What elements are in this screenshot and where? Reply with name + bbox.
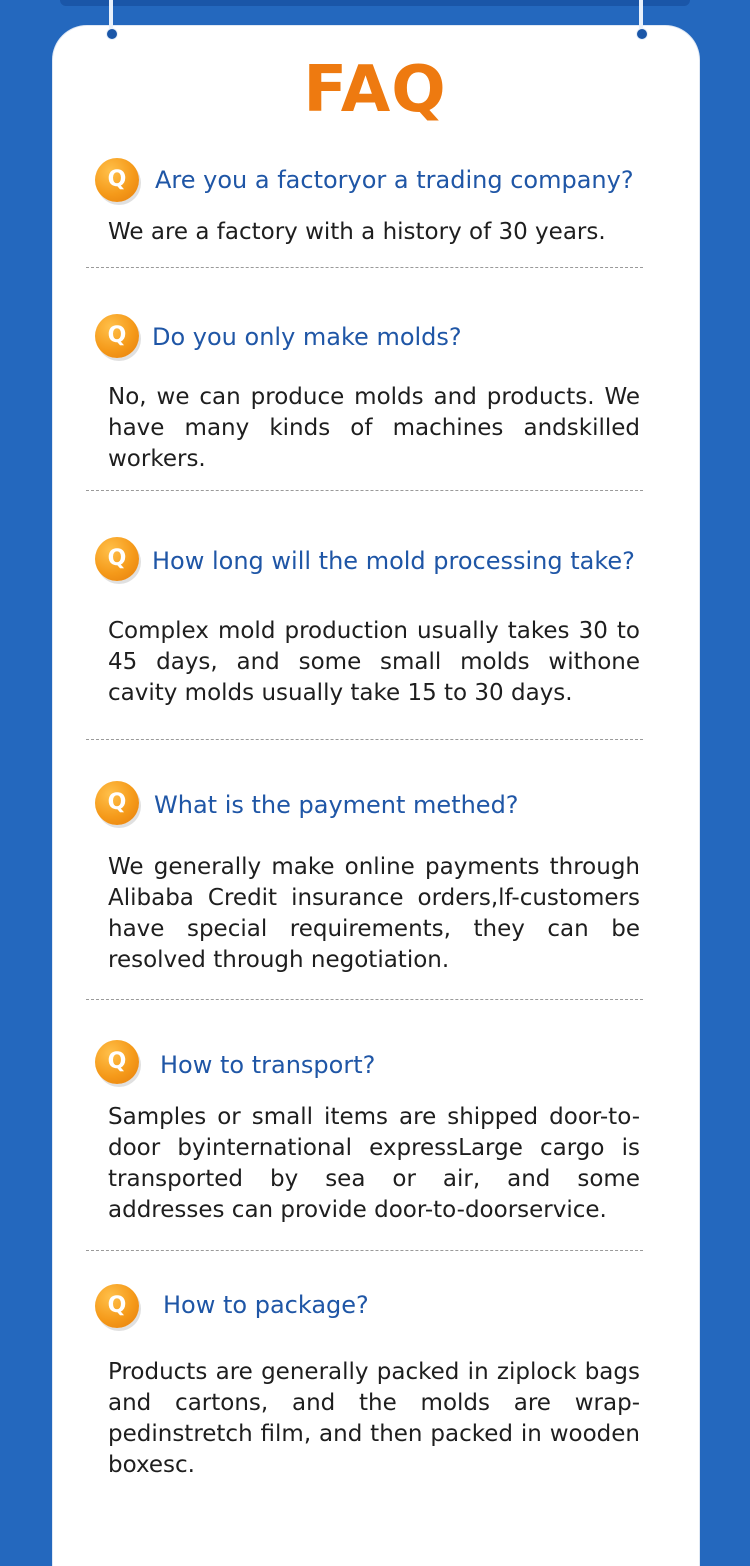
top-strip	[60, 0, 690, 6]
divider	[86, 739, 643, 740]
faq-question-4: What is the payment methed?	[154, 791, 519, 819]
faq-question-3: How long will the mold processing take?	[152, 547, 635, 575]
q-badge-icon: Q	[95, 1284, 139, 1328]
faq-answer-2: No, we can produce molds and products. We have many kinds of machines andskilled workers.	[108, 384, 640, 472]
faq-question-5: How to transport?	[160, 1051, 376, 1079]
divider	[86, 267, 643, 268]
faq-question-2: Do you only make molds?	[152, 323, 462, 351]
faq-answer-1: We are a factory with a history of 30 years.	[108, 219, 606, 245]
hanger-right	[639, 0, 643, 34]
faq-question-6: How to package?	[163, 1291, 369, 1319]
faq-answer-3: Complex mold production usually takes 30 to 45 days, and some small molds withone cavity molds usually take 15 to 30 days.	[108, 618, 640, 706]
faq-question-1: Are you a factoryor a trading company?	[155, 166, 634, 194]
divider	[86, 999, 643, 1000]
faq-answer-6: Products are generally packed in ziplock bags and cartons, and the molds are wrap-pedinstretch film, and then packed in wooden boxesc.	[108, 1359, 640, 1478]
q-badge-icon: Q	[95, 1040, 139, 1084]
q-badge-icon: Q	[95, 314, 139, 358]
hanger-left	[109, 0, 113, 34]
faq-answer-4: We generally make online payments through Alibaba Credit insurance orders,lf-customers have special requirements, they can be resolved through negotiation.	[108, 854, 640, 973]
divider	[86, 490, 643, 491]
q-badge-icon: Q	[95, 158, 139, 202]
page-title: FAQ	[303, 53, 447, 127]
q-badge-icon: Q	[95, 537, 139, 581]
divider	[86, 1250, 643, 1251]
q-badge-icon: Q	[95, 781, 139, 825]
faq-answer-5: Samples or small items are shipped door-to-door byinternational expressLarge cargo is transported by sea or air, and some addresses can provide door-to-doorservice.	[108, 1104, 640, 1223]
